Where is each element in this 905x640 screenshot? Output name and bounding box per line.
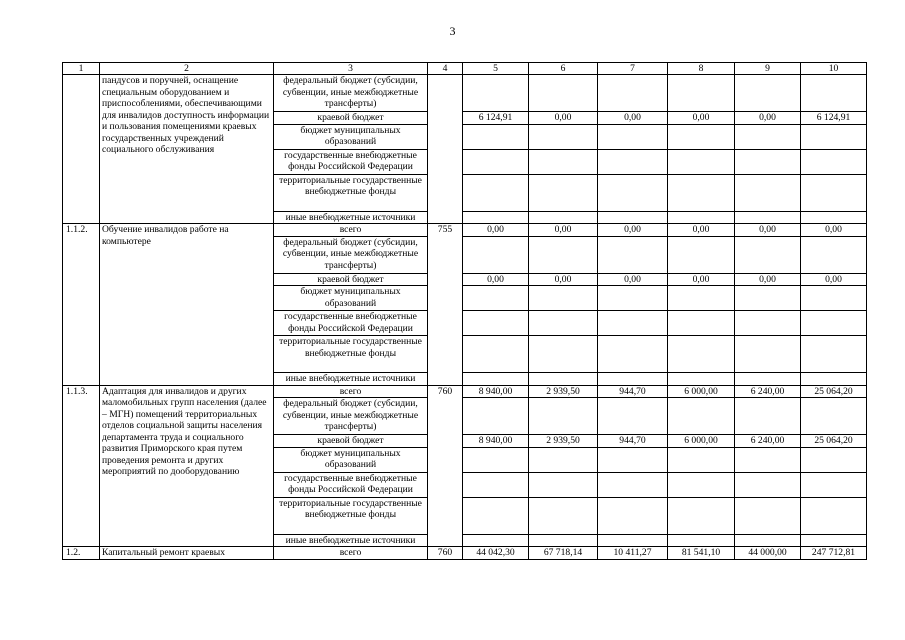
item-code	[63, 75, 100, 224]
value-cell	[463, 398, 529, 435]
funding-source: государственные внебюджетные фонды Российской Федерации	[274, 149, 428, 174]
value-cell: 0,00	[668, 273, 735, 286]
value-cell: 0,00	[529, 224, 598, 237]
value-cell	[735, 447, 801, 472]
value-cell	[529, 149, 598, 174]
funding-source: федеральный бюджет (субсидии, субвенции, иные межбюджетные трансферты)	[274, 236, 428, 273]
value-cell	[598, 497, 668, 534]
value-cell	[529, 174, 598, 211]
value-cell: 6 240,00	[735, 435, 801, 448]
value-cell	[735, 149, 801, 174]
value-cell	[735, 534, 801, 547]
funding-source: краевой бюджет	[274, 112, 428, 125]
value-cell	[463, 149, 529, 174]
value-cell: 0,00	[598, 273, 668, 286]
value-cell	[668, 286, 735, 311]
value-cell	[801, 497, 867, 534]
value-cell: 6 240,00	[735, 385, 801, 398]
value-cell	[668, 497, 735, 534]
value-cell	[598, 174, 668, 211]
value-cell	[598, 211, 668, 224]
funding-source: всего	[274, 385, 428, 398]
item-name: Обучение инвалидов работе на компьютере	[100, 224, 274, 386]
value-cell	[529, 311, 598, 336]
funding-source: иные внебюджетные источники	[274, 534, 428, 547]
value-cell	[735, 124, 801, 149]
funding-source: иные внебюджетные источники	[274, 373, 428, 386]
funding-source: бюджет муниципальных образований	[274, 286, 428, 311]
column-header: 1	[63, 63, 100, 75]
value-cell	[668, 472, 735, 497]
value-cell: 2 939,50	[529, 435, 598, 448]
value-cell	[735, 336, 801, 373]
value-cell: 6 124,91	[801, 112, 867, 125]
value-cell	[463, 311, 529, 336]
table-row	[63, 75, 867, 112]
value-cell	[801, 75, 867, 112]
value-cell	[668, 447, 735, 472]
value-cell	[598, 373, 668, 386]
value-cell	[668, 311, 735, 336]
value-cell	[801, 447, 867, 472]
value-cell	[598, 534, 668, 547]
funding-source: иные внебюджетные источники	[274, 211, 428, 224]
value-cell	[801, 149, 867, 174]
item-code: 1.2.	[63, 547, 100, 560]
value-cell	[735, 398, 801, 435]
value-cell	[529, 497, 598, 534]
column-header: 8	[668, 63, 735, 75]
value-cell	[801, 398, 867, 435]
value-cell	[529, 75, 598, 112]
funding-source: бюджет муниципальных образований	[274, 447, 428, 472]
value-cell: 0,00	[463, 273, 529, 286]
funding-source: бюджет муниципальных образований	[274, 124, 428, 149]
value-cell	[668, 373, 735, 386]
value-cell: 0,00	[735, 224, 801, 237]
value-cell	[668, 236, 735, 273]
value-cell	[668, 174, 735, 211]
value-cell: 0,00	[668, 224, 735, 237]
value-cell	[735, 373, 801, 386]
value-cell	[668, 534, 735, 547]
item-col4	[428, 75, 463, 224]
value-cell	[801, 211, 867, 224]
value-cell	[668, 149, 735, 174]
value-cell	[598, 75, 668, 112]
value-cell: 6 124,91	[463, 112, 529, 125]
column-header: 5	[463, 63, 529, 75]
value-cell	[529, 398, 598, 435]
value-cell: 8 940,00	[463, 385, 529, 398]
value-cell	[463, 211, 529, 224]
table-row	[63, 547, 867, 560]
value-cell	[463, 174, 529, 211]
value-cell: 25 064,20	[801, 435, 867, 448]
value-cell	[801, 174, 867, 211]
column-header: 3	[274, 63, 428, 75]
value-cell: 0,00	[801, 273, 867, 286]
table-row	[63, 385, 867, 398]
value-cell	[463, 447, 529, 472]
value-cell	[801, 373, 867, 386]
budget-table	[62, 62, 867, 560]
funding-source: краевой бюджет	[274, 435, 428, 448]
value-cell	[801, 311, 867, 336]
funding-source: государственные внебюджетные фонды Российской Федерации	[274, 472, 428, 497]
value-cell	[598, 149, 668, 174]
value-cell: 944,70	[598, 385, 668, 398]
value-cell	[529, 447, 598, 472]
column-header: 10	[801, 63, 867, 75]
value-cell	[735, 174, 801, 211]
item-name: Капитальный ремонт краевых	[100, 547, 274, 560]
funding-source: федеральный бюджет (субсидии, субвенции, иные межбюджетные трансферты)	[274, 75, 428, 112]
value-cell	[801, 236, 867, 273]
item-col4: 760	[428, 547, 463, 560]
value-cell: 44 042,30	[463, 547, 529, 560]
value-cell	[598, 447, 668, 472]
value-cell: 2 939,50	[529, 385, 598, 398]
column-number-row	[63, 63, 867, 75]
value-cell	[529, 472, 598, 497]
item-code: 1.1.3.	[63, 385, 100, 547]
value-cell	[598, 472, 668, 497]
value-cell	[598, 311, 668, 336]
value-cell: 81 541,10	[668, 547, 735, 560]
value-cell	[668, 211, 735, 224]
value-cell	[598, 336, 668, 373]
value-cell	[598, 124, 668, 149]
value-cell	[735, 211, 801, 224]
value-cell: 0,00	[598, 112, 668, 125]
value-cell	[735, 472, 801, 497]
table-row	[63, 224, 867, 237]
funding-source: всего	[274, 224, 428, 237]
value-cell	[463, 286, 529, 311]
funding-source: федеральный бюджет (субсидии, субвенции, иные межбюджетные трансферты)	[274, 398, 428, 435]
item-col4: 760	[428, 385, 463, 547]
value-cell	[463, 373, 529, 386]
value-cell	[598, 398, 668, 435]
value-cell: 0,00	[529, 273, 598, 286]
value-cell: 247 712,81	[801, 547, 867, 560]
value-cell	[463, 497, 529, 534]
value-cell: 0,00	[529, 112, 598, 125]
value-cell	[668, 75, 735, 112]
value-cell	[463, 236, 529, 273]
column-header: 9	[735, 63, 801, 75]
value-cell	[463, 75, 529, 112]
value-cell	[463, 336, 529, 373]
value-cell	[529, 336, 598, 373]
value-cell	[529, 124, 598, 149]
value-cell: 44 000,00	[735, 547, 801, 560]
value-cell	[801, 286, 867, 311]
value-cell	[529, 286, 598, 311]
page-number: 3	[449, 24, 456, 38]
column-header: 7	[598, 63, 668, 75]
item-col4: 755	[428, 224, 463, 386]
value-cell	[735, 286, 801, 311]
value-cell	[598, 236, 668, 273]
value-cell: 0,00	[735, 273, 801, 286]
funding-source: государственные внебюджетные фонды Российской Федерации	[274, 311, 428, 336]
item-name: пандусов и поручней, оснащение специальным оборудованием и приспособлениями, обеспечивающими для инвалидов доступность информации и пользования помещениями краевых государственных учреждений социального обслуживания	[100, 75, 274, 224]
value-cell	[668, 124, 735, 149]
funding-source: всего	[274, 547, 428, 560]
value-cell	[801, 472, 867, 497]
value-cell	[529, 211, 598, 224]
value-cell	[735, 75, 801, 112]
item-name: Адаптация для инвалидов и других маломобильных групп населения (далее – МГН) помещений территориальных отделов социальной защиты населения департамента труда и социального развития Приморского края путем проведения ремонта и других мероприятий по дооборудованию	[100, 385, 274, 547]
value-cell: 0,00	[801, 224, 867, 237]
value-cell: 6 000,00	[668, 435, 735, 448]
value-cell	[463, 534, 529, 547]
value-cell	[463, 124, 529, 149]
funding-source: территориальные государственные внебюджетные фонды	[274, 497, 428, 534]
value-cell	[735, 497, 801, 534]
item-code: 1.1.2.	[63, 224, 100, 386]
value-cell	[801, 336, 867, 373]
value-cell	[529, 236, 598, 273]
value-cell: 0,00	[463, 224, 529, 237]
value-cell	[668, 336, 735, 373]
value-cell	[598, 286, 668, 311]
value-cell	[668, 398, 735, 435]
value-cell: 67 718,14	[529, 547, 598, 560]
value-cell	[735, 311, 801, 336]
column-header: 6	[529, 63, 598, 75]
funding-source: территориальные государственные внебюджетные фонды	[274, 336, 428, 373]
value-cell	[529, 534, 598, 547]
value-cell	[463, 472, 529, 497]
value-cell: 0,00	[735, 112, 801, 125]
value-cell: 10 411,27	[598, 547, 668, 560]
value-cell: 25 064,20	[801, 385, 867, 398]
funding-source: краевой бюджет	[274, 273, 428, 286]
value-cell: 8 940,00	[463, 435, 529, 448]
value-cell: 0,00	[598, 224, 668, 237]
value-cell: 944,70	[598, 435, 668, 448]
value-cell	[735, 236, 801, 273]
value-cell	[801, 534, 867, 547]
value-cell	[801, 124, 867, 149]
funding-source: территориальные государственные внебюджетные фонды	[274, 174, 428, 211]
column-header: 4	[428, 63, 463, 75]
value-cell: 0,00	[668, 112, 735, 125]
column-header: 2	[100, 63, 274, 75]
value-cell	[529, 373, 598, 386]
value-cell: 6 000,00	[668, 385, 735, 398]
